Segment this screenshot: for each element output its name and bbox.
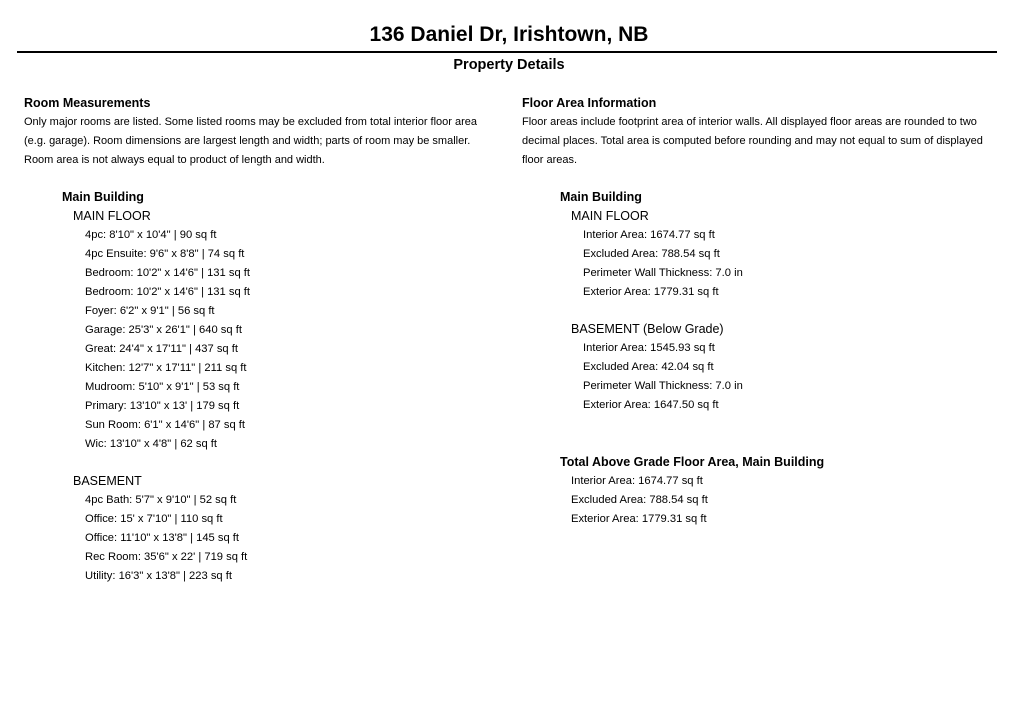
area-item: Interior Area: 1674.77 sq ft <box>583 229 715 241</box>
floor-area-section <box>522 95 1002 170</box>
room-item: Mudroom: 5'10" x 9'1" | 53 sq ft <box>85 381 240 393</box>
floor-area-heading: Floor Area Information <box>522 96 657 110</box>
description-line: floor areas. <box>522 154 578 166</box>
floor-heading-main: MAIN FLOOR <box>571 209 649 223</box>
total-area-item: Excluded Area: 788.54 sq ft <box>571 494 708 506</box>
area-item: Excluded Area: 788.54 sq ft <box>583 248 720 260</box>
room-item: 4pc Bath: 5'7" x 9'10" | 52 sq ft <box>85 494 237 506</box>
room-item: Office: 15' x 7'10" | 110 sq ft <box>85 513 223 525</box>
room-item: 4pc Ensuite: 9'6" x 8'8" | 74 sq ft <box>85 248 245 260</box>
description-line: (e.g. garage). Room dimensions are largest length and width; parts of room may be smaller. <box>24 135 471 147</box>
room-item: Wic: 13'10" x 4'8" | 62 sq ft <box>85 438 218 450</box>
spacer <box>62 454 250 472</box>
total-area-block <box>560 453 824 529</box>
description-line: Only major rooms are listed. Some listed rooms may be excluded from total interior floor area <box>24 116 478 128</box>
total-area-heading: Total Above Grade Floor Area, Main Building <box>560 455 825 469</box>
description-line: Floor areas include footprint area of interior walls. All displayed floor areas are rounded to two <box>522 116 977 128</box>
area-item: Perimeter Wall Thickness: 7.0 in <box>583 267 743 279</box>
area-item: Interior Area: 1545.93 sq ft <box>583 342 715 354</box>
room-item: Kitchen: 12'7" x 17'11" | 211 sq ft <box>85 362 247 374</box>
total-area-item: Interior Area: 1674.77 sq ft <box>571 475 703 487</box>
room-item: Sun Room: 6'1" x 14'6" | 87 sq ft <box>85 419 246 431</box>
area-item: Exterior Area: 1647.50 sq ft <box>583 399 719 411</box>
spacer <box>560 302 743 320</box>
room-measurements-section <box>24 95 499 170</box>
area-item: Perimeter Wall Thickness: 7.0 in <box>583 380 743 392</box>
room-item: Rec Room: 35'6" x 22' | 719 sq ft <box>85 551 248 563</box>
room-item: 4pc: 8'10" x 10'4" | 90 sq ft <box>85 229 217 241</box>
room-item: Foyer: 6'2" x 9'1" | 56 sq ft <box>85 305 215 317</box>
page-title: 136 Daniel Dr, Irishtown, NB <box>369 23 649 46</box>
building-heading: Main Building <box>62 190 144 204</box>
description-line: decimal places. Total area is computed before rounding and may not equal to sum of displayed <box>522 135 983 147</box>
room-list <box>62 188 250 586</box>
floor-area-list <box>560 188 743 415</box>
room-item: Bedroom: 10'2" x 14'6" | 131 sq ft <box>85 286 251 298</box>
floor-area-description <box>522 113 1002 170</box>
room-item: Bedroom: 10'2" x 14'6" | 131 sq ft <box>85 267 251 279</box>
room-item: Garage: 25'3" x 26'1" | 640 sq ft <box>85 324 242 336</box>
area-item: Excluded Area: 42.04 sq ft <box>583 361 714 373</box>
room-item: Primary: 13'10" x 13' | 179 sq ft <box>85 400 240 412</box>
room-measurements-description <box>24 113 499 170</box>
room-measurements-heading: Room Measurements <box>24 96 151 110</box>
page-subtitle: Property Details <box>453 57 565 73</box>
title-divider <box>17 51 997 53</box>
room-item: Utility: 16'3" x 13'8" | 223 sq ft <box>85 570 232 582</box>
room-item: Great: 24'4" x 17'11" | 437 sq ft <box>85 343 238 355</box>
total-area-item: Exterior Area: 1779.31 sq ft <box>571 513 707 525</box>
floor-heading-main: MAIN FLOOR <box>73 209 151 223</box>
room-item: Office: 11'10" x 13'8" | 145 sq ft <box>85 532 240 544</box>
floor-heading-basement: BASEMENT (Below Grade) <box>571 322 724 336</box>
description-line: Room area is not always equal to product of length and width. <box>24 154 325 166</box>
floor-heading-basement: BASEMENT <box>73 474 142 488</box>
area-item: Exterior Area: 1779.31 sq ft <box>583 286 719 298</box>
building-heading: Main Building <box>560 190 642 204</box>
